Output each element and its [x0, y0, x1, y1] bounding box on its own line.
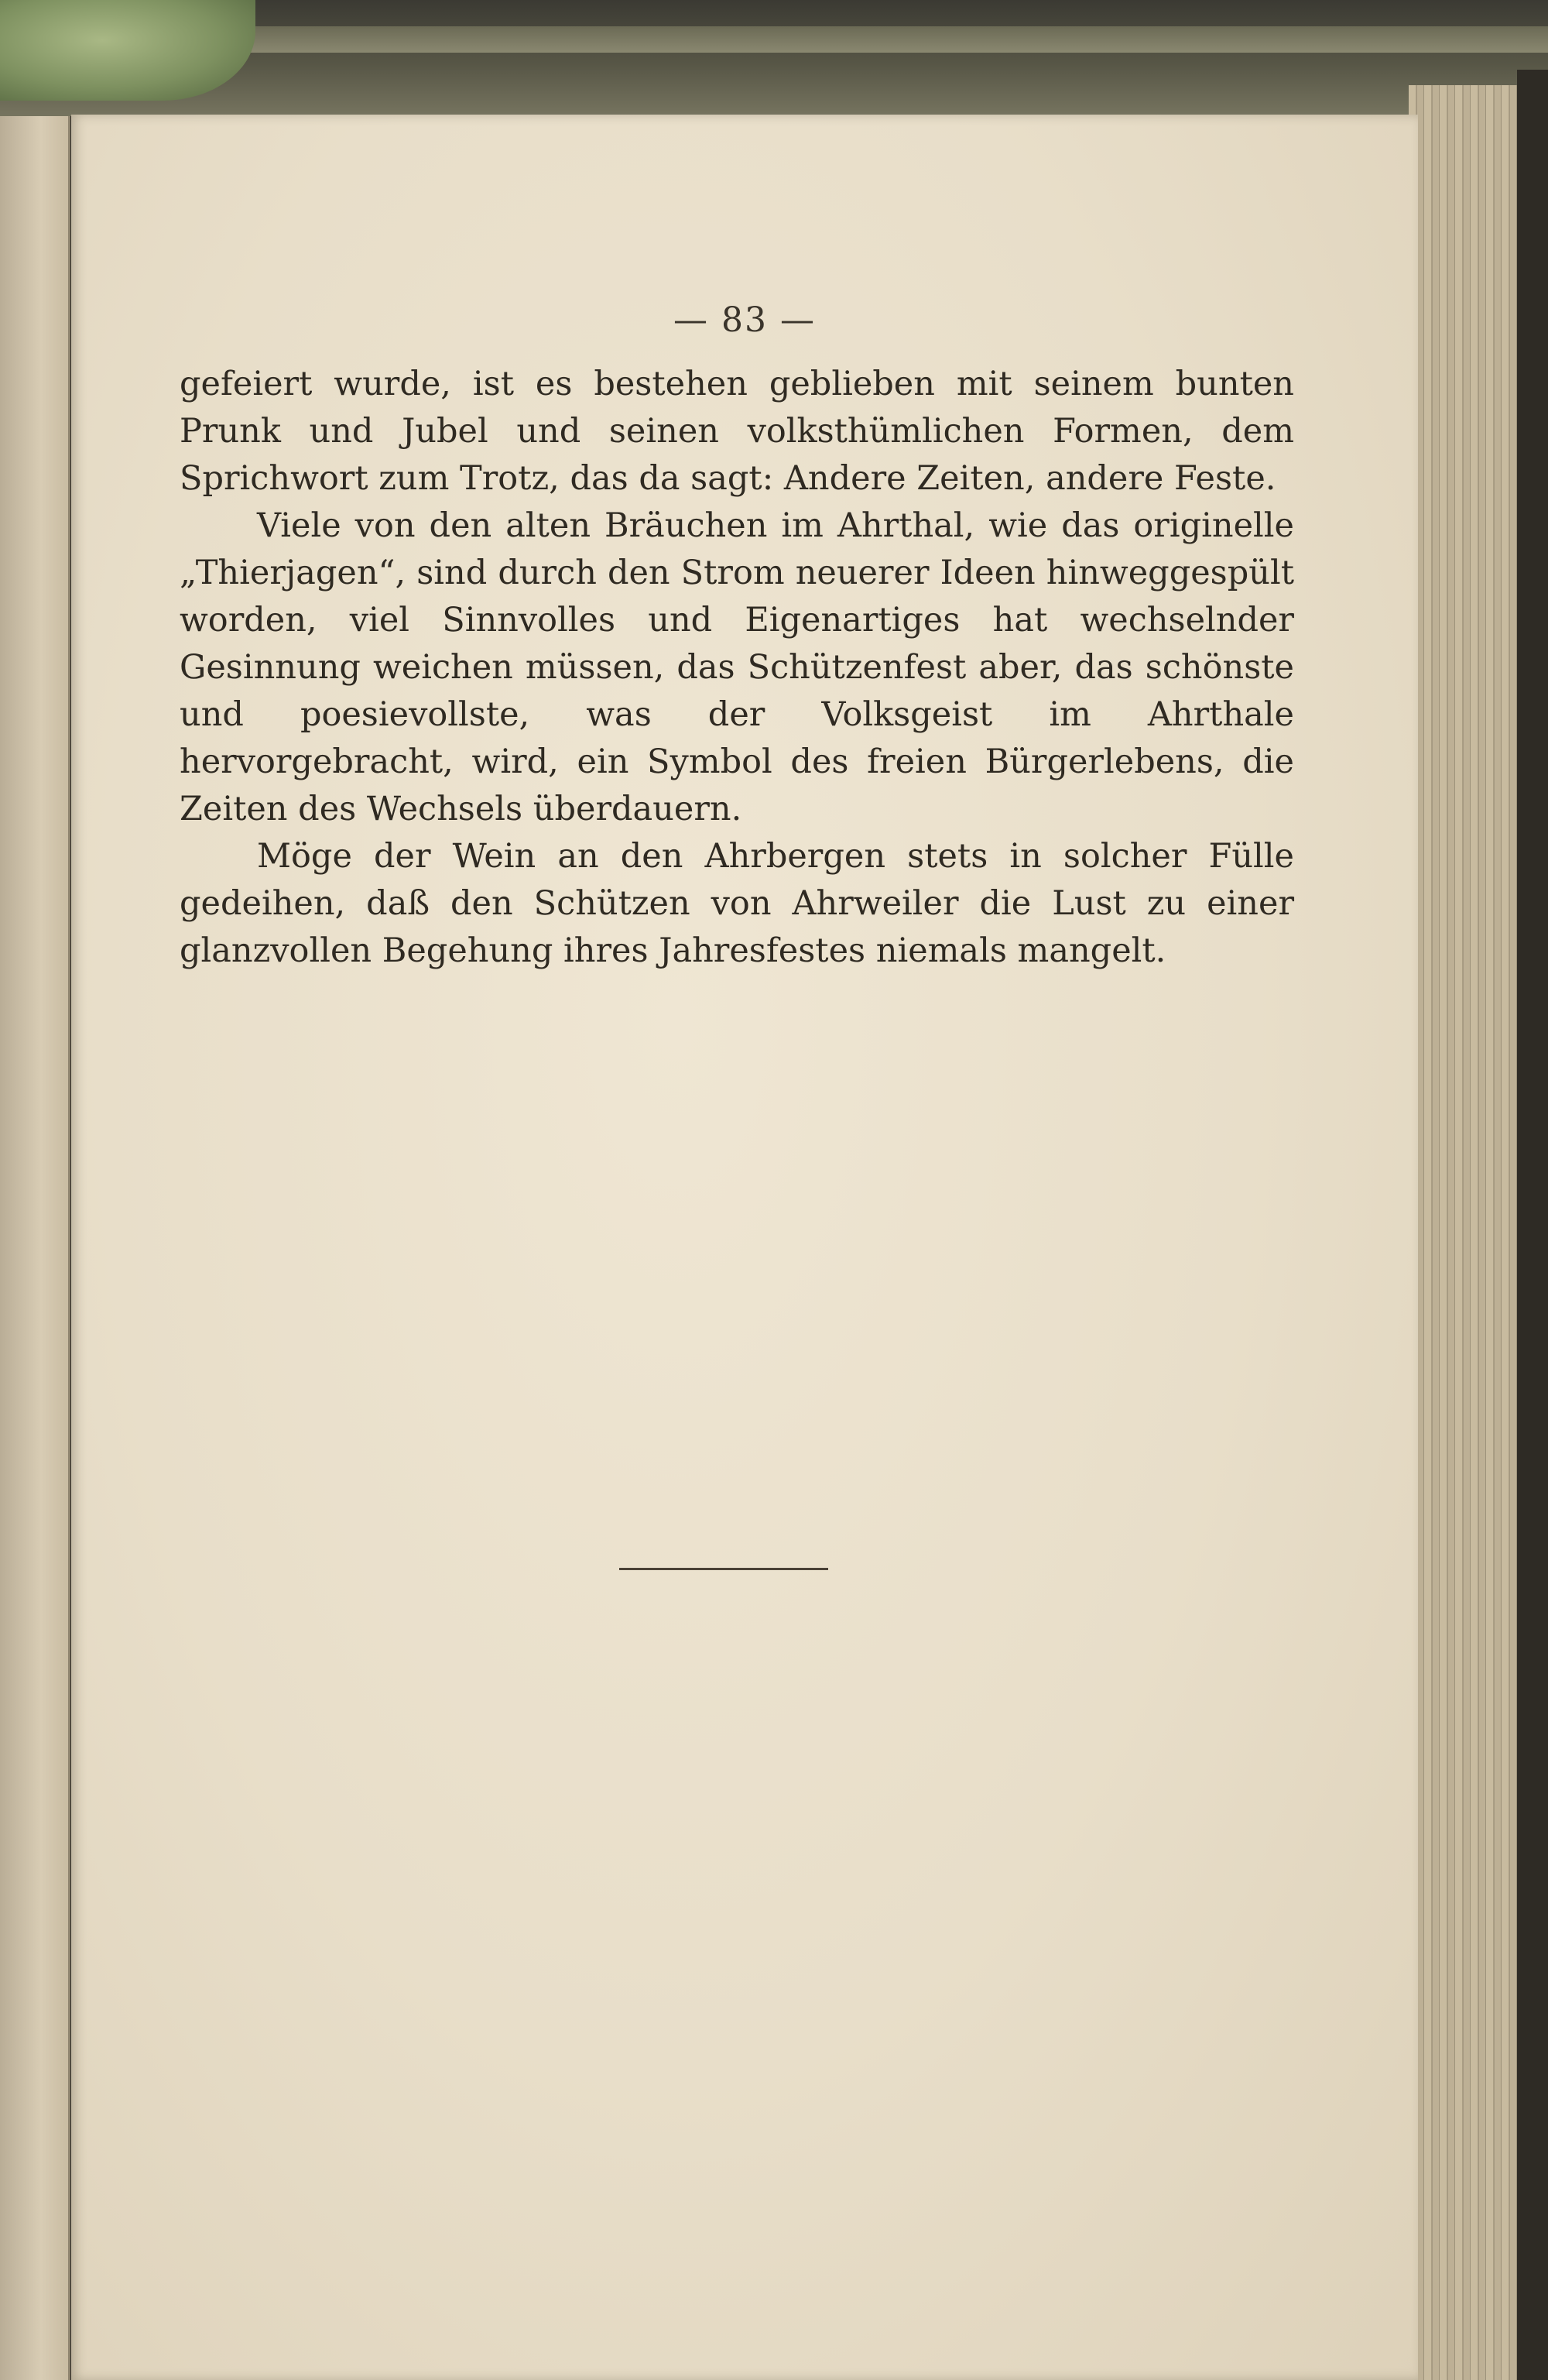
paragraph-1: gefeiert wurde, ist es bestehen geblieben mit seinem bunten Prunk und Jubel und seinen volksthümlichen Formen, dem Sprichwort zum Trotz, das da sagt: Andere Zeiten, andere Feste. — [180, 365, 1294, 498]
paragraph-3: Möge der Wein an den Ahrbergen stets in solcher Fülle gedeihen, daß den Schützen von Ahrweiler die Lust zu einer glanzvollen Begehung ihres Jahresfestes niemals mangelt. — [180, 837, 1294, 970]
left-facing-page — [0, 116, 70, 2380]
green-cover-tab — [0, 0, 255, 101]
book-right-edge — [1517, 70, 1548, 2380]
page-number: — 83 — — [673, 300, 816, 340]
book-page — [71, 115, 1418, 2380]
paragraph-2: Viele von den alten Bräuchen im Ahrthal, wie das originelle „Thierjagen“, sind durch den Strom neuerer Ideen hinweggespült worden, viel Sinnvolles und Eigenartiges hat wechselnder Gesinnung weichen müssen, das Schützenfest aber, das schönste und poesievollste, was der Volksgeist im Ahrthale hervorgebracht, wird, ein Symbol des freien Bürgerlebens, die Zeiten des Wechsels überdauern. — [180, 506, 1294, 828]
body-text — [180, 361, 1294, 975]
book-page-edges-top — [186, 26, 1548, 53]
closing-rule — [619, 1568, 828, 1570]
